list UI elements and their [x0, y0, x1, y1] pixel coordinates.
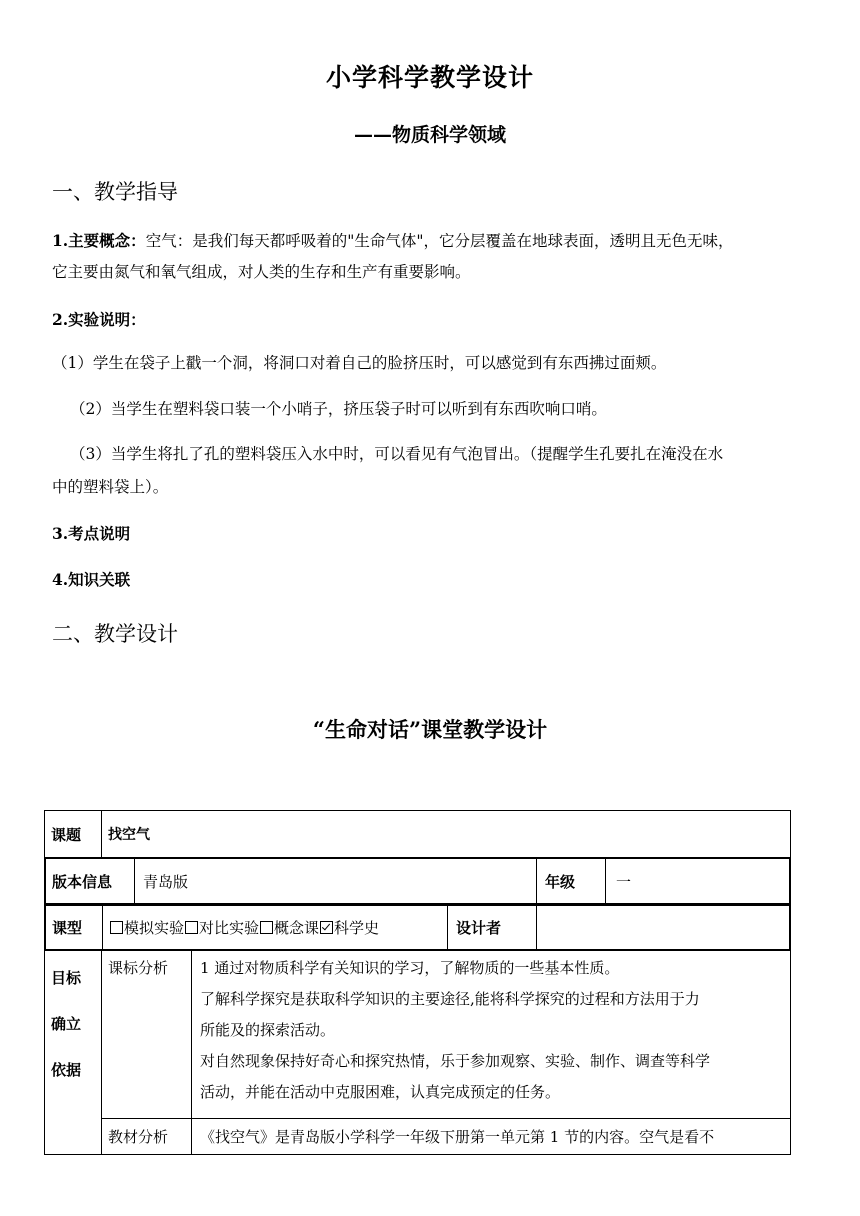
goal-basis-label: 目标 确立 依据	[45, 951, 102, 1155]
checkbox-science-history-checked[interactable]	[320, 921, 333, 934]
designer-label: 设计者	[448, 906, 537, 950]
topic-label: 课题	[45, 811, 102, 858]
topic-value: 找空气	[102, 811, 791, 858]
concept-text-line-2: 它主要由氮气和氧气组成，对人类的生存和生产有重要影响。	[52, 263, 471, 281]
type-option-science-history: 科学史	[334, 919, 380, 937]
type-option-comparison: 对比实验	[199, 919, 260, 937]
knowledge-label: 4.知识关联	[52, 570, 131, 589]
standard-analysis-label: 课标分析	[102, 951, 192, 1119]
experiment-item-2: （2）当学生在塑料袋口装一个小哨子，挤压袋子时可以听到有东西吹响口哨。	[70, 400, 607, 418]
experiment-item-3-line-1: （3）当学生将扎了孔的塑料袋压入水中时，可以看见有气泡冒出。（提醒学生孔要扎在淹没在水	[70, 445, 724, 463]
concept-label: 1.主要概念：	[52, 231, 146, 250]
edition-label: 版本信息	[46, 859, 135, 904]
page-title: 小学科学教学设计	[325, 63, 534, 92]
checkbox-concept[interactable]	[260, 921, 273, 934]
material-analysis-content: 《找空气》是青岛版小学科学一年级下册第一单元第 1 节的内容。空气是看不	[192, 1119, 791, 1155]
type-label: 课型	[46, 906, 103, 950]
grade-value: 一	[606, 859, 790, 904]
checkbox-comparison[interactable]	[185, 921, 198, 934]
checkbox-simulation[interactable]	[110, 921, 123, 934]
standard-analysis-content: 1 通过对物质科学有关知识的学习，了解物质的一些基本性质。 了解科学探究是获取科学知识的主要途径,能将科学探究的过程和方法用于力 所能及的探索活动。 对自然现象保持好奇心和探究热情，乐于参加观察、实验、制作、调查等科学 活动，并能在活动中克服困难，认真完成预定的任务。	[192, 951, 791, 1119]
experiment-label: 2.实验说明：	[52, 310, 146, 329]
section-heading-design: 二、教学设计	[52, 622, 178, 646]
type-option-simulation: 模拟实验	[124, 919, 185, 937]
experiment-item-3-line-2: 中的塑料袋上）。	[52, 478, 169, 496]
grade-label: 年级	[537, 859, 606, 904]
concept-text-line-1: 空气：是我们每天都呼吸着的"生命气体"，它分层覆盖在地球表面，透明且无色无味，	[145, 232, 734, 250]
section-heading-guidance: 一、教学指导	[52, 180, 178, 204]
lesson-design-table	[44, 810, 791, 1155]
designer-value	[537, 906, 790, 950]
material-analysis-label: 教材分析	[102, 1119, 192, 1155]
table-title: “生命对话”课堂教学设计	[312, 717, 548, 742]
experiment-item-1: （1）学生在袋子上戳一个洞，将洞口对着自己的脸挤压时，可以感觉到有东西拂过面颊。	[52, 354, 667, 372]
concept-paragraph	[52, 225, 812, 288]
page-subtitle: ——物质科学领域	[353, 124, 506, 146]
type-options	[103, 906, 448, 950]
edition-value: 青岛版	[135, 859, 537, 904]
exam-label: 3.考点说明	[52, 524, 131, 543]
type-option-concept: 概念课	[274, 919, 320, 937]
